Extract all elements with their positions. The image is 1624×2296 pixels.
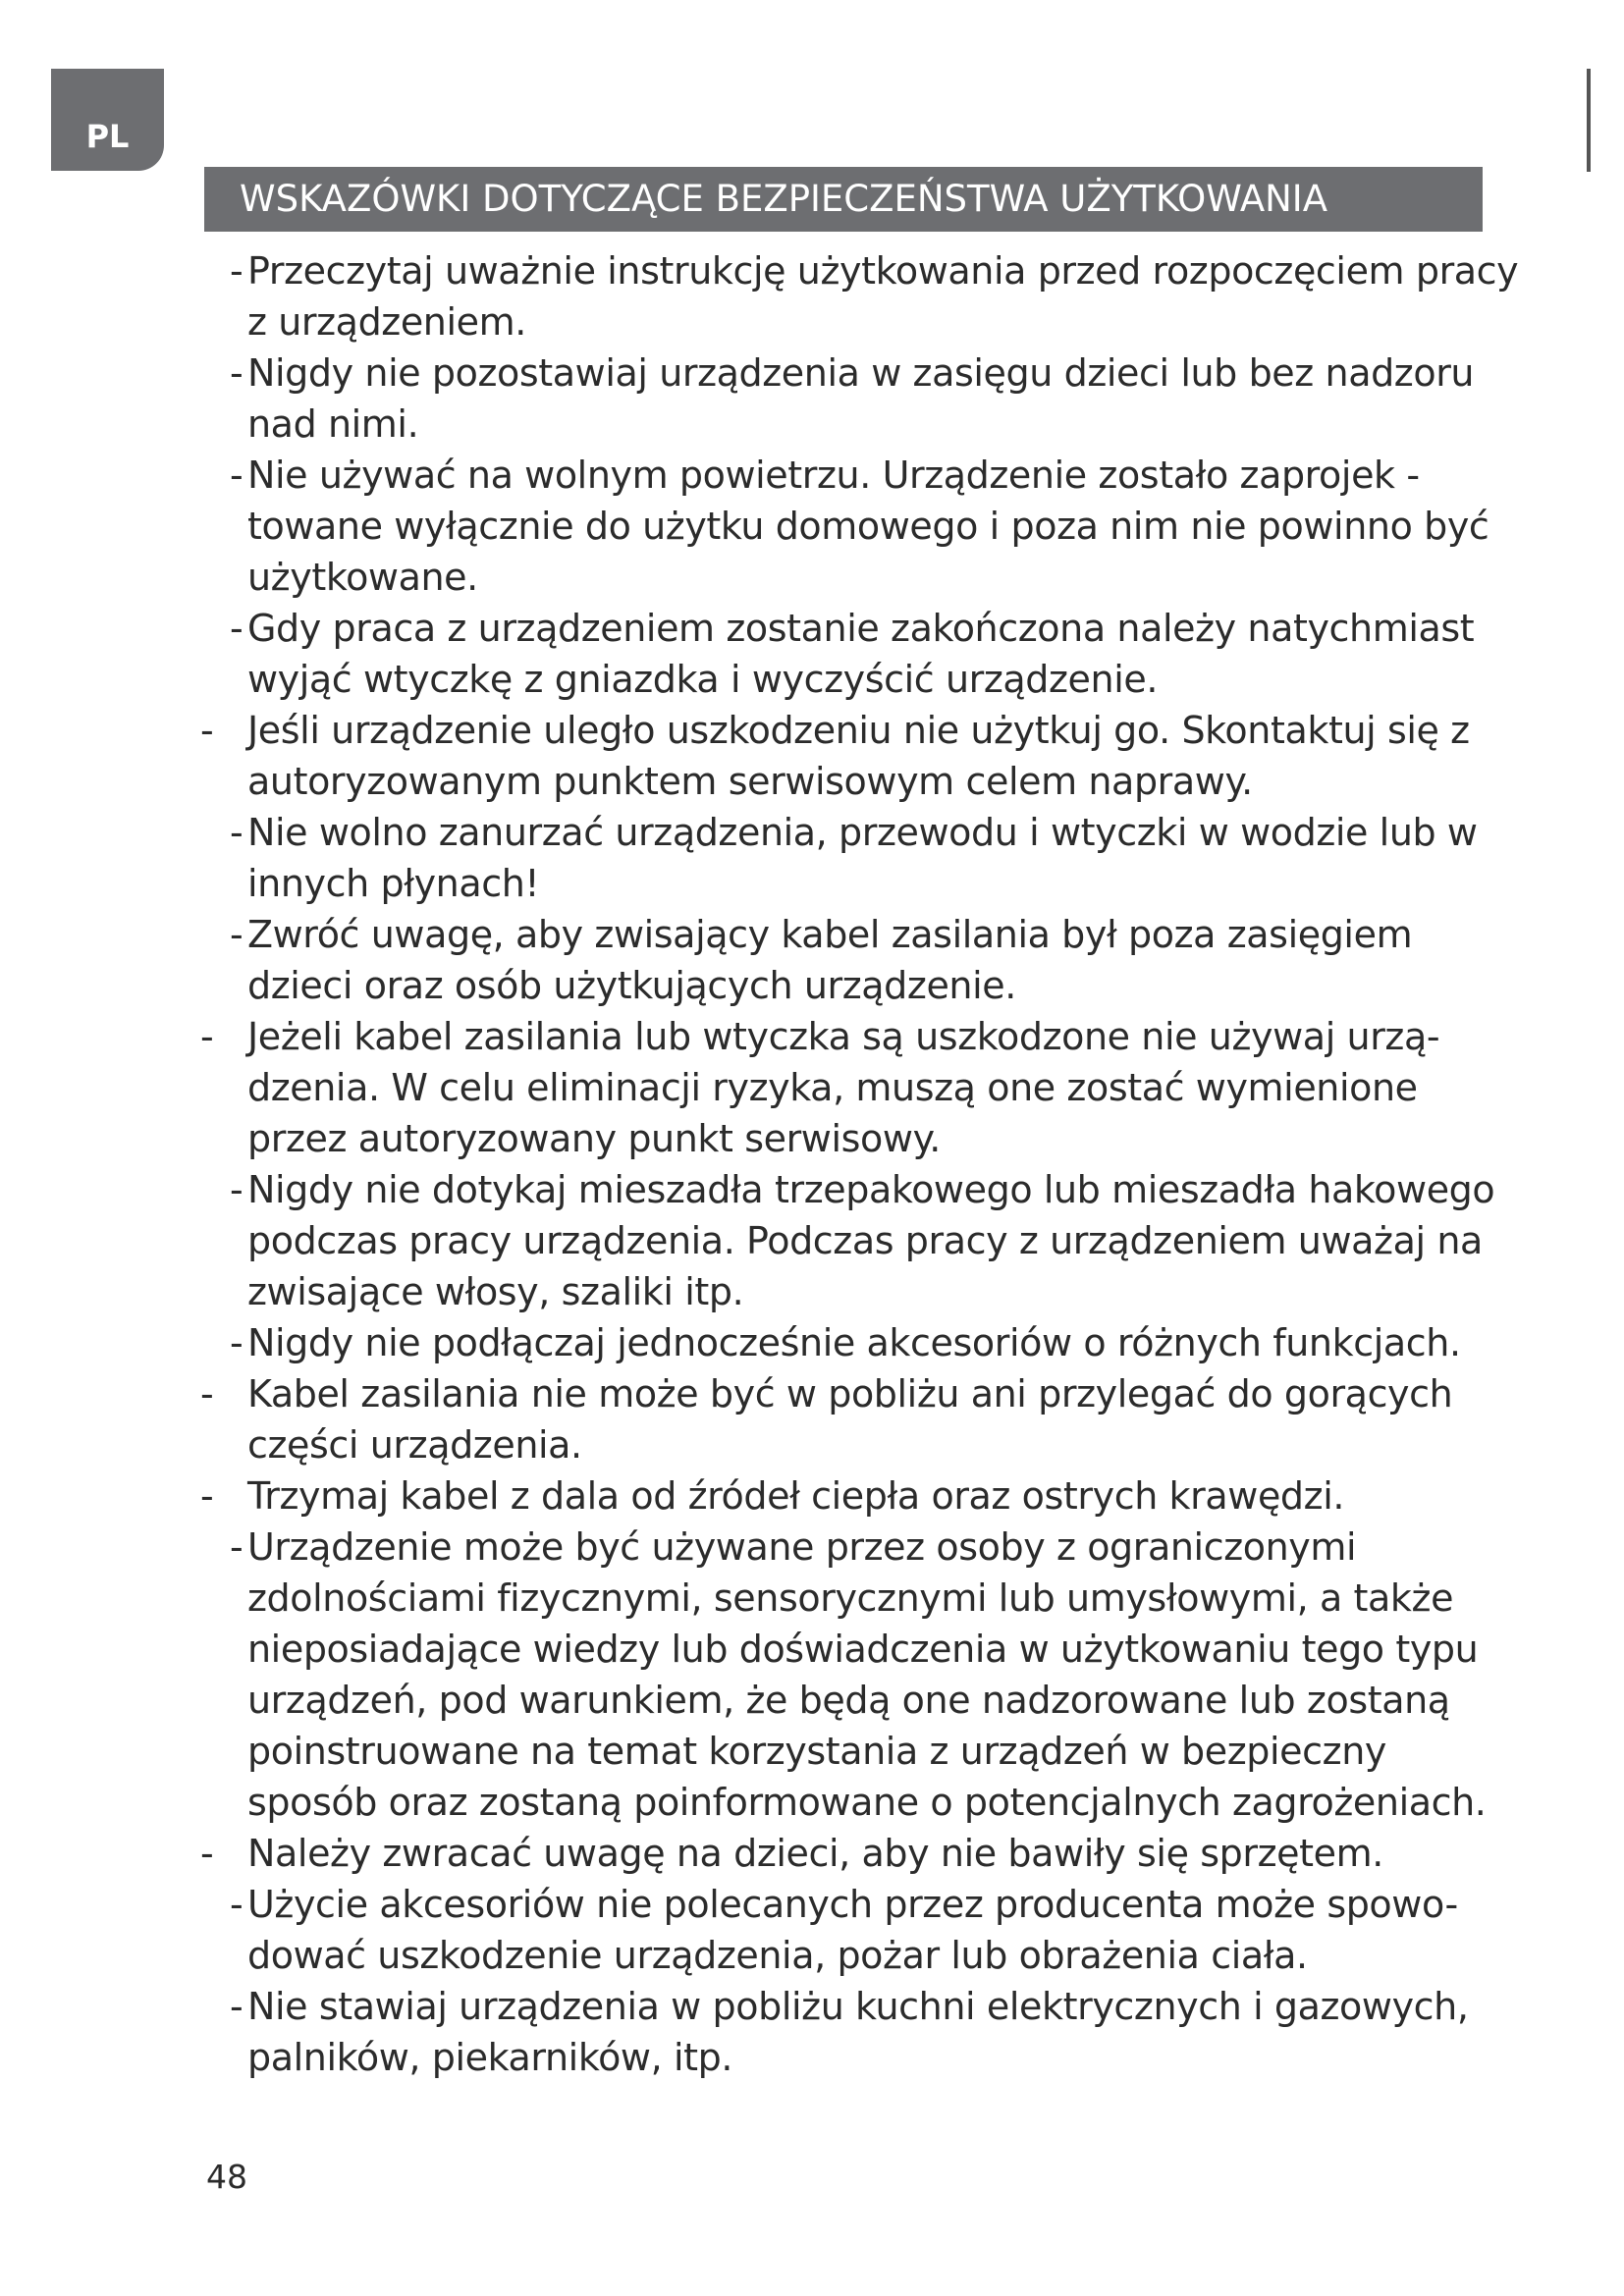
language-tab: PL bbox=[51, 69, 164, 171]
list-item bbox=[0, 1522, 1624, 1828]
list-item bbox=[0, 1828, 1624, 1879]
page-edge-line bbox=[1587, 69, 1591, 172]
list-dash: - bbox=[230, 811, 244, 854]
list-item-text: Przeczytaj uważnie instrukcję użytkowania przed rozpoczęciem pracy z urządzeniem. bbox=[247, 249, 1519, 344]
list-item bbox=[0, 1317, 1624, 1368]
list-item bbox=[0, 909, 1624, 1011]
list-item-text: Nigdy nie dotykaj mieszadła trzepakowego lub mieszadła hakowego podczas pracy urządzenia. Podczas pracy z urządzeniem uważaj na zwisające włosy, szaliki itp. bbox=[247, 1168, 1495, 1313]
list-dash: - bbox=[230, 454, 244, 497]
list-item bbox=[0, 1011, 1624, 1164]
list-item-text: Nie używać na wolnym powietrzu. Urządzenie zostało zaprojek - towane wyłącznie do użytku domowego i poza nim nie powinno być użytkowane. bbox=[247, 454, 1489, 599]
list-item-text: Zwróć uwagę, aby zwisający kabel zasilania był poza zasięgiem dzieci oraz osób użytkujących urządzenie. bbox=[247, 913, 1413, 1007]
list-item-text: Nie stawiaj urządzenia w pobliżu kuchni elektrycznych i gazowych, palników, piekarników, itp. bbox=[247, 1985, 1469, 2079]
list-item-text: Urządzenie może być używane przez osoby z ograniczonymi zdolnościami fizycznymi, sensorycznymi lub umysłowymi, a także nieposiadające wiedzy lub doświadczenia w użytkowaniu tego typu urządzeń, pod warunkiem, że będą one nadzorowane lub zostaną poinstruowane na temat korzystania z urządzeń w bezpieczny sposób oraz zostaną poinformowane o potencjalnych zagrożeniach. bbox=[247, 1525, 1487, 1824]
list-item-text: Kabel zasilania nie może być w pobliżu ani przylegać do gorących części urządzenia. bbox=[247, 1372, 1453, 1467]
list-item-text: Gdy praca z urządzeniem zostanie zakończona należy natychmiast wyjąć wtyczkę z gniazdka i wyczyścić urządzenie. bbox=[247, 607, 1475, 701]
list-item bbox=[0, 1164, 1624, 1317]
list-item bbox=[0, 807, 1624, 909]
list-dash: - bbox=[230, 1168, 244, 1211]
list-item bbox=[0, 705, 1624, 807]
list-item-text: Należy zwracać uwagę na dzieci, aby nie bawiły się sprzętem. bbox=[247, 1832, 1383, 1875]
list-dash: - bbox=[230, 351, 244, 395]
safety-instructions-list bbox=[0, 245, 1624, 2083]
list-dash: - bbox=[200, 1015, 214, 1058]
list-item-text: Nie wolno zanurzać urządzenia, przewodu i wtyczki w wodzie lub w innych płynach! bbox=[247, 811, 1478, 905]
page-number: 48 bbox=[206, 2158, 247, 2196]
list-dash: - bbox=[200, 1372, 214, 1415]
list-item bbox=[0, 1368, 1624, 1470]
list-item bbox=[0, 347, 1624, 450]
list-item bbox=[0, 1981, 1624, 2083]
list-item bbox=[0, 603, 1624, 705]
list-item bbox=[0, 245, 1624, 347]
list-dash: - bbox=[200, 709, 214, 752]
list-dash: - bbox=[230, 1883, 244, 1926]
list-dash: - bbox=[230, 607, 244, 650]
list-item-text: Nigdy nie podłączaj jednocześnie akcesoriów o różnych funkcjach. bbox=[247, 1321, 1461, 1364]
list-item bbox=[0, 450, 1624, 603]
list-dash: - bbox=[230, 1525, 244, 1569]
list-dash: - bbox=[230, 1321, 244, 1364]
list-dash: - bbox=[200, 1474, 214, 1518]
list-item-text: Jeśli urządzenie uległo uszkodzeniu nie użytkuj go. Skontaktuj się z autoryzowanym punktem serwisowym celem naprawy. bbox=[247, 709, 1470, 803]
list-item-text: Nigdy nie pozostawiaj urządzenia w zasięgu dzieci lub bez nadzoru nad nimi. bbox=[247, 351, 1475, 446]
list-item bbox=[0, 1470, 1624, 1522]
list-item bbox=[0, 1879, 1624, 1981]
section-title: WSKAZÓWKI DOTYCZĄCE BEZPIECZEŃSTWA UŻYTKOWANIA bbox=[204, 167, 1483, 232]
list-dash: - bbox=[230, 1985, 244, 2028]
list-item-text: Użycie akcesoriów nie polecanych przez producenta może spowo- dować uszkodzenie urządzenia, pożar lub obrażenia ciała. bbox=[247, 1883, 1458, 1977]
list-item-text: Trzymaj kabel z dala od źródeł ciepła oraz ostrych krawędzi. bbox=[247, 1474, 1345, 1518]
list-dash: - bbox=[230, 249, 244, 293]
list-dash: - bbox=[230, 913, 244, 956]
list-item-text: Jeżeli kabel zasilania lub wtyczka są uszkodzone nie używaj urzą- dzenia. W celu eliminacji ryzyka, muszą one zostać wymienione przez autoryzowany punkt serwisowy. bbox=[247, 1015, 1440, 1160]
list-dash: - bbox=[200, 1832, 214, 1875]
